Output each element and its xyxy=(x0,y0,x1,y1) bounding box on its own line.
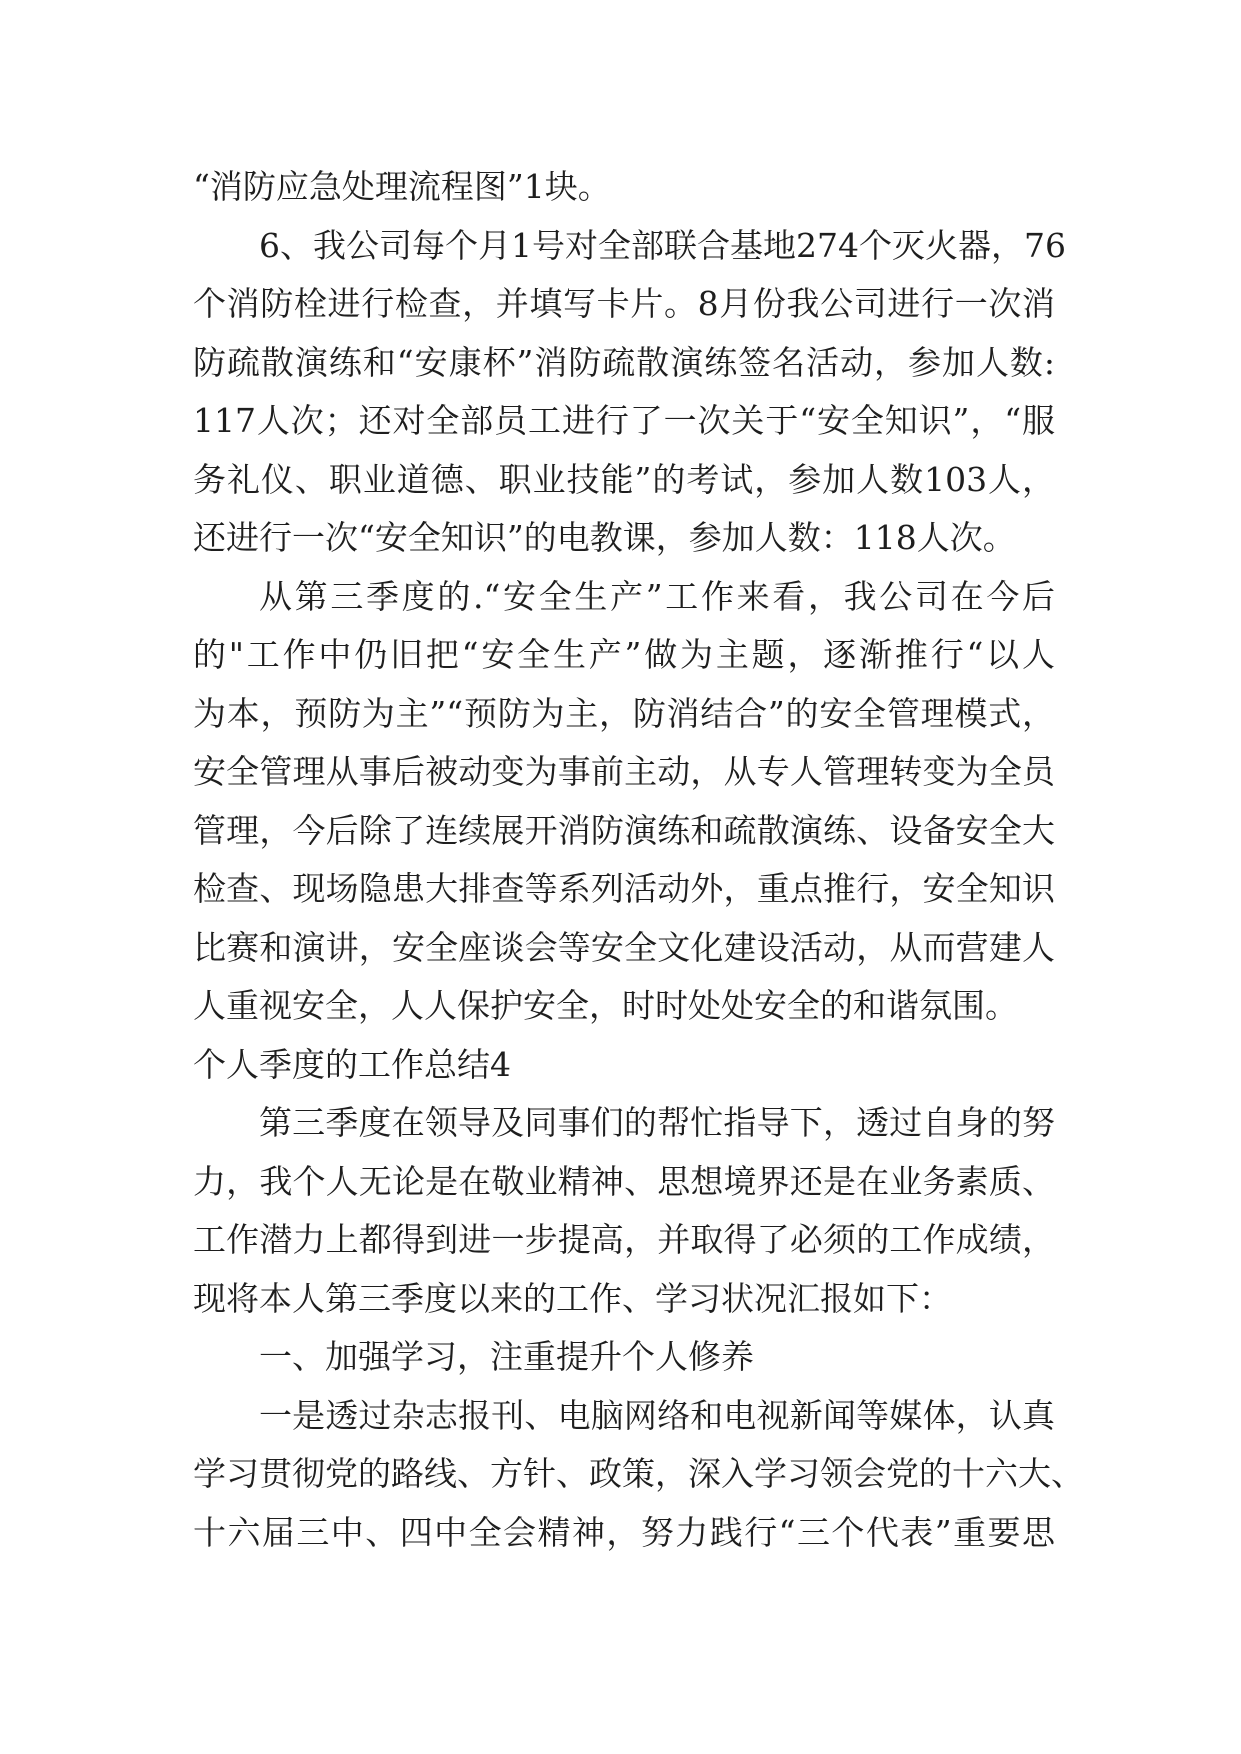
document-body xyxy=(193,158,1084,1562)
text-line: 第三季度在领导及同事们的帮忙指导下，透过自身的努 xyxy=(259,1103,1055,1142)
text-line: 个消防栓进行检查，并填写卡片。8月份我公司进行一次消 xyxy=(193,284,1055,323)
text-line: 从第三季度的.“安全生产”工作来看，我公司在今后 xyxy=(259,576,1055,616)
text-line: 检查、现场隐患大排查等系列活动外，重点推行，安全知识 xyxy=(193,869,1055,908)
text-line: 力，我个人无论是在敬业精神、思想境界还是在业务素质、 xyxy=(193,1161,1055,1201)
text-line: 还进行一次“安全知识”的电教课，参加人数：118人次。 xyxy=(193,518,1016,557)
text-line: 防疏散演练和“安康杯”消防疏散演练签名活动，参加人数: xyxy=(193,342,1055,382)
text-line: 十六届三中、四中全会精神，努力践行“三个代表”重要思 xyxy=(193,1512,1055,1552)
text-line: 比赛和演讲，安全座谈会等安全文化建设活动，从而营建人 xyxy=(193,927,1055,967)
text-line: 6、我公司每个月1号对全部联合基地274个灭火器，76 xyxy=(259,225,1066,265)
text-line: 务礼仪、职业道德、职业技能”的考试，参加人数103人， xyxy=(193,459,1055,499)
text-line: 管理，今后除了连续展开消防演练和疏散演练、设备安全大 xyxy=(193,810,1055,850)
text-line: 一是透过杂志报刊、电脑网络和电视新闻等媒体，认真 xyxy=(259,1395,1055,1435)
text-line: 工作潜力上都得到进一步提高，并取得了必须的工作成绩， xyxy=(193,1220,1055,1259)
text-line: 学习贯彻党的路线、方针、政策，深入学习领会党的十六大、 xyxy=(193,1454,1084,1493)
text-line: 安全管理从事后被动变为事前主动，从专人管理转变为全员 xyxy=(193,752,1055,791)
text-line: “消防应急处理流程图”1块。 xyxy=(193,167,611,206)
subsection-heading: 一、加强学习，注重提升个人修养 xyxy=(259,1337,754,1376)
text-line: 人重视安全，人人保护安全，时时处处安全的和谐氛围。 xyxy=(193,986,1018,1025)
section-heading: 个人季度的工作总结4 xyxy=(193,1044,511,1084)
text-line: 的"工作中仍旧把“安全生产”做为主题，逐渐推行“以人 xyxy=(193,635,1055,674)
text-line: 为本，预防为主”“预防为主，防消结合”的安全管理模式， xyxy=(193,693,1055,733)
text-line: 现将本人第三季度以来的工作、学习状况汇报如下： xyxy=(193,1278,952,1318)
text-line: 117人次；还对全部员工进行了一次关于“安全知识”，“服 xyxy=(193,401,1055,440)
